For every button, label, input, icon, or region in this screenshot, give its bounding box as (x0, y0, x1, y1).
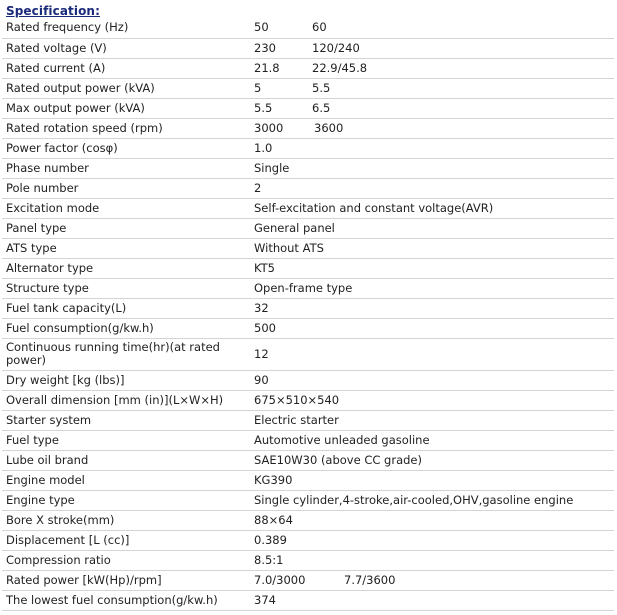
spec-value-cell (250, 490, 614, 510)
spec-value-cell (250, 38, 614, 58)
spec-value-cell (250, 58, 614, 78)
spec-row (2, 590, 614, 610)
spec-label: Structure type (2, 278, 250, 298)
spec-value-cell (250, 570, 614, 590)
spec-label: Compression ratio (2, 550, 250, 570)
spec-value-cell (250, 158, 614, 178)
spec-label: Continuous running time(hr)(at rated power) (2, 338, 250, 370)
spec-label: Rated rotation speed (rpm) (2, 118, 250, 138)
spec-value: 21.8 (254, 60, 280, 75)
spec-label: Dry weight [kg (lbs)] (2, 370, 250, 390)
spec-title: Specification: (6, 4, 100, 18)
spec-row (2, 550, 614, 570)
spec-row (2, 138, 614, 158)
spec-value-cell (250, 590, 614, 610)
spec-row (2, 258, 614, 278)
spec-row (2, 58, 614, 78)
spec-row (2, 318, 614, 338)
spec-label: Panel type (2, 218, 250, 238)
spec-value-cell (250, 390, 614, 410)
spec-value-cell (250, 450, 614, 470)
spec-value-alt: 3600 (314, 120, 344, 135)
spec-value: 500 (254, 320, 276, 335)
spec-value: 12 (254, 346, 269, 361)
spec-value-cell (250, 138, 614, 158)
spec-value: 8.5:1 (254, 552, 284, 567)
spec-value: KG390 (254, 472, 293, 487)
spec-label: Displacement [L (cc)] (2, 530, 250, 550)
spec-value: 0.389 (254, 532, 287, 547)
spec-value: 32 (254, 300, 269, 315)
spec-row (2, 198, 614, 218)
spec-label: Lube oil brand (2, 450, 250, 470)
spec-value: Electric starter (254, 412, 339, 427)
spec-label: Starter system (2, 410, 250, 430)
spec-value: Open-frame type (254, 280, 353, 295)
spec-value-cell (250, 318, 614, 338)
spec-row (2, 78, 614, 98)
spec-label: Rated output power (kVA) (2, 78, 250, 98)
spec-value-cell (250, 530, 614, 550)
spec-value: 5 (254, 80, 262, 95)
spec-value: 675×510×540 (254, 392, 340, 407)
spec-value: Single (254, 160, 290, 175)
spec-row (2, 118, 614, 138)
spec-value: 7.0/3000 (254, 572, 306, 587)
spec-label: Engine model (2, 470, 250, 490)
spec-value: Without ATS (254, 240, 324, 255)
spec-label: Power factor (cosφ) (2, 138, 250, 158)
spec-label: Fuel tank capacity(L) (2, 298, 250, 318)
spec-label: Alternator type (2, 258, 250, 278)
spec-label: Excitation mode (2, 198, 250, 218)
spec-value-cell (250, 278, 614, 298)
spec-row (2, 410, 614, 430)
spec-value-alt: 120/240 (312, 40, 360, 55)
spec-value-alt: 22.9/45.8 (312, 60, 368, 75)
spec-value-cell (250, 118, 614, 138)
spec-value: 374 (254, 592, 276, 607)
spec-row (2, 218, 614, 238)
spec-row (2, 490, 614, 510)
spec-value: 90 (254, 372, 269, 387)
spec-value-cell (250, 78, 614, 98)
spec-row (2, 530, 614, 550)
spec-value: Self-excitation and constant voltage(AVR) (254, 200, 494, 215)
spec-label: Rated frequency (Hz) (2, 18, 250, 38)
spec-row (2, 178, 614, 198)
spec-value: General panel (254, 220, 335, 235)
spec-label: Overall dimension [mm (in)](L×W×H) (2, 390, 250, 410)
spec-value-cell (250, 470, 614, 490)
spec-value-cell (250, 218, 614, 238)
spec-value: 3000 (254, 120, 284, 135)
spec-value: 88×64 (254, 512, 293, 527)
spec-value-cell (250, 298, 614, 318)
spec-value: 2 (254, 180, 262, 195)
spec-row (2, 278, 614, 298)
spec-value-cell (250, 178, 614, 198)
spec-value: KT5 (254, 260, 275, 275)
spec-label: Rated voltage (V) (2, 38, 250, 58)
spec-value-cell (250, 370, 614, 390)
spec-label: The lowest fuel consumption(g/kw.h) (2, 590, 250, 610)
spec-value: 230 (254, 40, 276, 55)
spec-value-cell (250, 18, 614, 38)
spec-table-body (2, 18, 614, 610)
spec-row (2, 570, 614, 590)
spec-label: Max output power (kVA) (2, 98, 250, 118)
spec-row (2, 370, 614, 390)
spec-label: Bore X stroke(mm) (2, 510, 250, 530)
spec-value-cell (250, 338, 614, 370)
spec-value-cell (250, 258, 614, 278)
spec-row (2, 18, 614, 38)
spec-row (2, 510, 614, 530)
spec-row (2, 450, 614, 470)
spec-value-cell (250, 550, 614, 570)
spec-row (2, 390, 614, 410)
spec-label: Fuel consumption(g/kw.h) (2, 318, 250, 338)
spec-label: Phase number (2, 158, 250, 178)
spec-value-cell (250, 510, 614, 530)
spec-value-cell (250, 198, 614, 218)
spec-label: Rated current (A) (2, 58, 250, 78)
spec-label: Pole number (2, 178, 250, 198)
spec-value: Single cylinder,4-stroke,air-cooled,OHV,gasoline engine (254, 492, 574, 507)
spec-value: Automotive unleaded gasoline (254, 432, 430, 447)
spec-label: Engine type (2, 490, 250, 510)
spec-value-cell (250, 430, 614, 450)
spec-value: 1.0 (254, 140, 273, 155)
spec-value-cell (250, 410, 614, 430)
spec-row (2, 430, 614, 450)
spec-label: ATS type (2, 238, 250, 258)
spec-value-alt: 7.7/3600 (344, 572, 396, 587)
spec-row (2, 338, 614, 370)
spec-row (2, 238, 614, 258)
spec-row (2, 38, 614, 58)
spec-value: SAE10W30 (above CC grade) (254, 452, 422, 467)
spec-value-alt: 60 (312, 20, 327, 35)
spec-value: 50 (254, 20, 269, 35)
spec-value-alt: 6.5 (312, 100, 331, 115)
spec-label: Fuel type (2, 430, 250, 450)
spec-label: Rated power [kW(Hp)/rpm] (2, 570, 250, 590)
spec-value-alt: 5.5 (312, 80, 331, 95)
spec-row (2, 98, 614, 118)
spec-row (2, 158, 614, 178)
spec-row (2, 298, 614, 318)
spec-value: 5.5 (254, 100, 273, 115)
spec-row (2, 470, 614, 490)
spec-table (2, 18, 614, 611)
spec-value-cell (250, 98, 614, 118)
spec-value-cell (250, 238, 614, 258)
